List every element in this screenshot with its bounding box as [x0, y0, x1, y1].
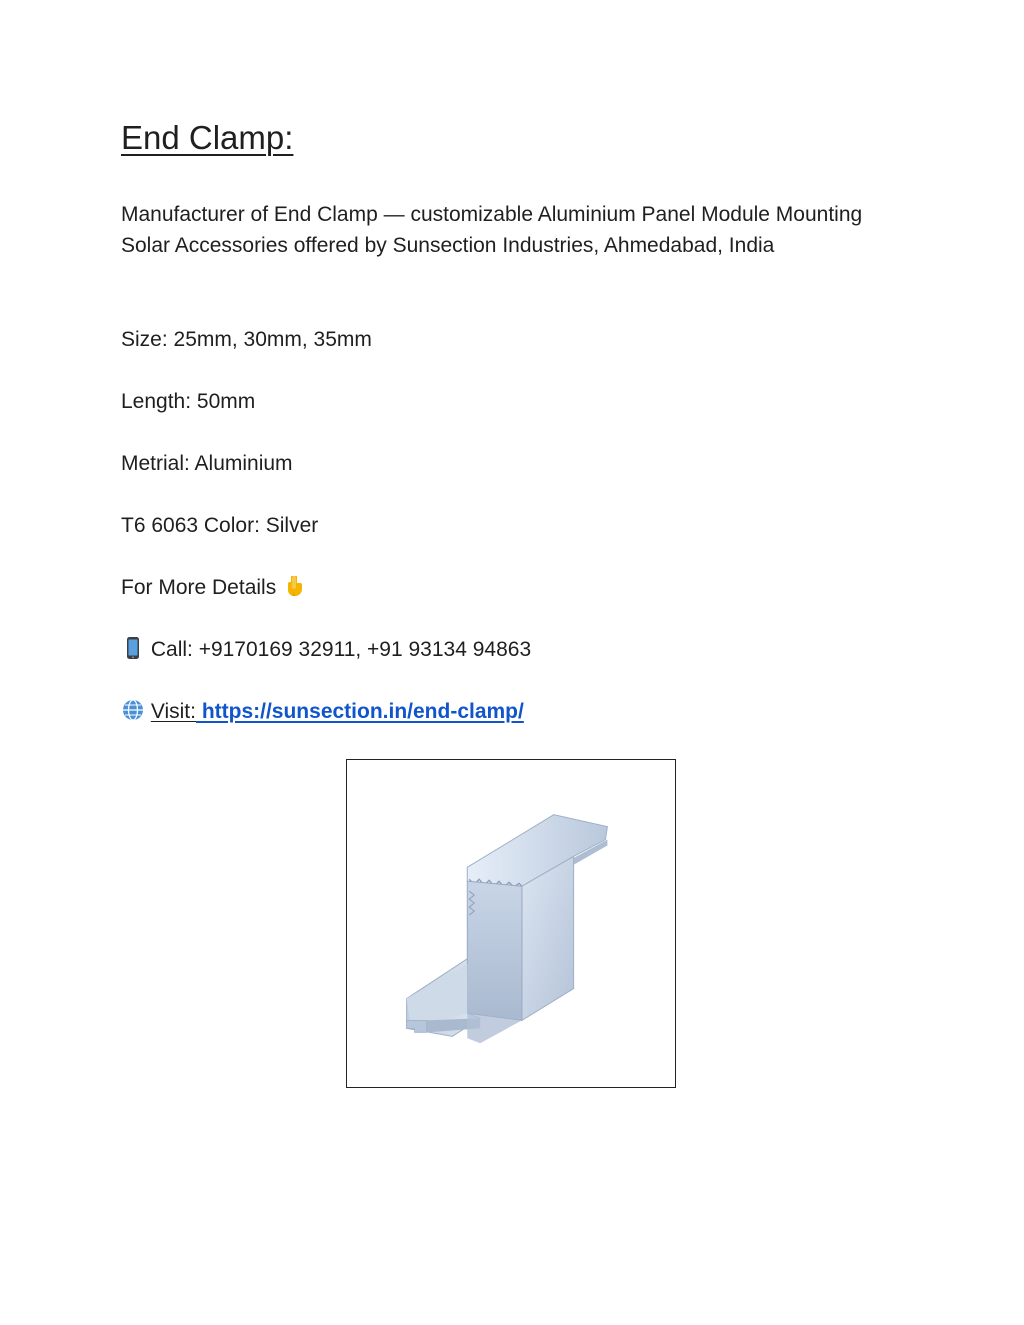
visit-label: Visit:: [150, 700, 196, 723]
pointing-down-hand-icon: [282, 574, 306, 598]
intro-paragraph: Manufacturer of End Clamp — customizable Aluminium Panel Module Mounting Solar Accessories offered by Sunsection Industries, Ahmedabad, India: [121, 203, 863, 257]
visit-link[interactable]: https://sunsection.in/end-clamp/: [195, 700, 524, 723]
length-line: Length: 50mm: [121, 390, 256, 413]
visit-line: [121, 696, 524, 727]
mobile-phone-icon: [121, 636, 145, 660]
size-line: Size: 25mm, 30mm, 35mm: [121, 328, 372, 351]
call-line: [121, 634, 531, 665]
more-details-line: [121, 572, 306, 603]
end-clamp-illustration: [347, 760, 675, 1087]
product-image: [346, 759, 676, 1088]
call-text: Call: +9170169 32911, +91 93134 94863: [150, 638, 532, 661]
page-title: End Clamp:: [121, 119, 294, 156]
globe-icon: [121, 698, 145, 722]
more-details-label: For More Details: [121, 576, 277, 599]
color-line: T6 6063 Color: Silver: [121, 514, 319, 537]
material-line: Metrial: Aluminium: [121, 452, 293, 475]
